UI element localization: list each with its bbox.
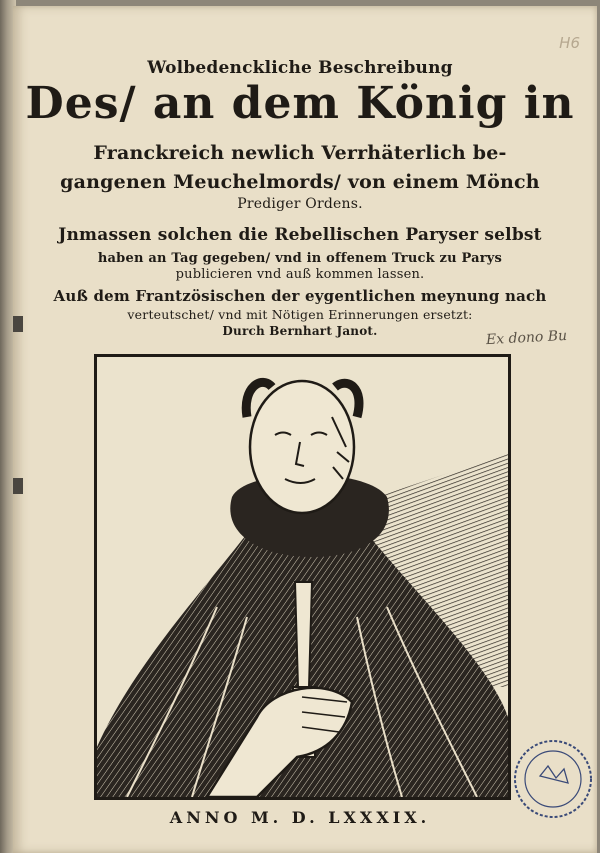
translation-line-2: verteutschet/ vnd mit Nötigen Erinnerungen ersetzt: <box>127 307 473 322</box>
shelfmark-note: H6 <box>559 34 580 52</box>
translation-line-1: Auß dem Frantzösischen der eygentlichen meynung nach <box>53 287 547 305</box>
title-line-4: gangenen Meuchelmords/ von einem Mönch <box>60 171 540 193</box>
monk-woodcut-icon <box>97 357 508 797</box>
title-line-1: Wolbedenckliche Beschreibung <box>147 58 453 78</box>
provenance-note: Ex dono Bu <box>485 327 568 349</box>
woodcut-illustration <box>94 354 511 800</box>
translator-line: Durch Bernhart Janot. <box>222 324 378 338</box>
subtitle-line-1: Jnmassen solchen die Rebellischen Paryser selbst <box>58 225 542 245</box>
imprint-year: ANNO M. D. LXXXIX. <box>169 808 431 827</box>
subtitle-line-3: publicieren vnd auß kommen lassen. <box>175 267 425 282</box>
title-line-3: Franckreich newlich Verrhäterlich be- <box>93 142 507 164</box>
title-line-5: Prediger Ordens. <box>237 196 363 212</box>
library-stamp-icon <box>510 736 596 822</box>
subtitle-line-2: haben an Tag gegeben/ vnd in offenem Truck zu Parys <box>97 251 503 266</box>
binding-tab <box>13 478 23 494</box>
title-line-2: Des/ an dem König in <box>25 78 575 129</box>
